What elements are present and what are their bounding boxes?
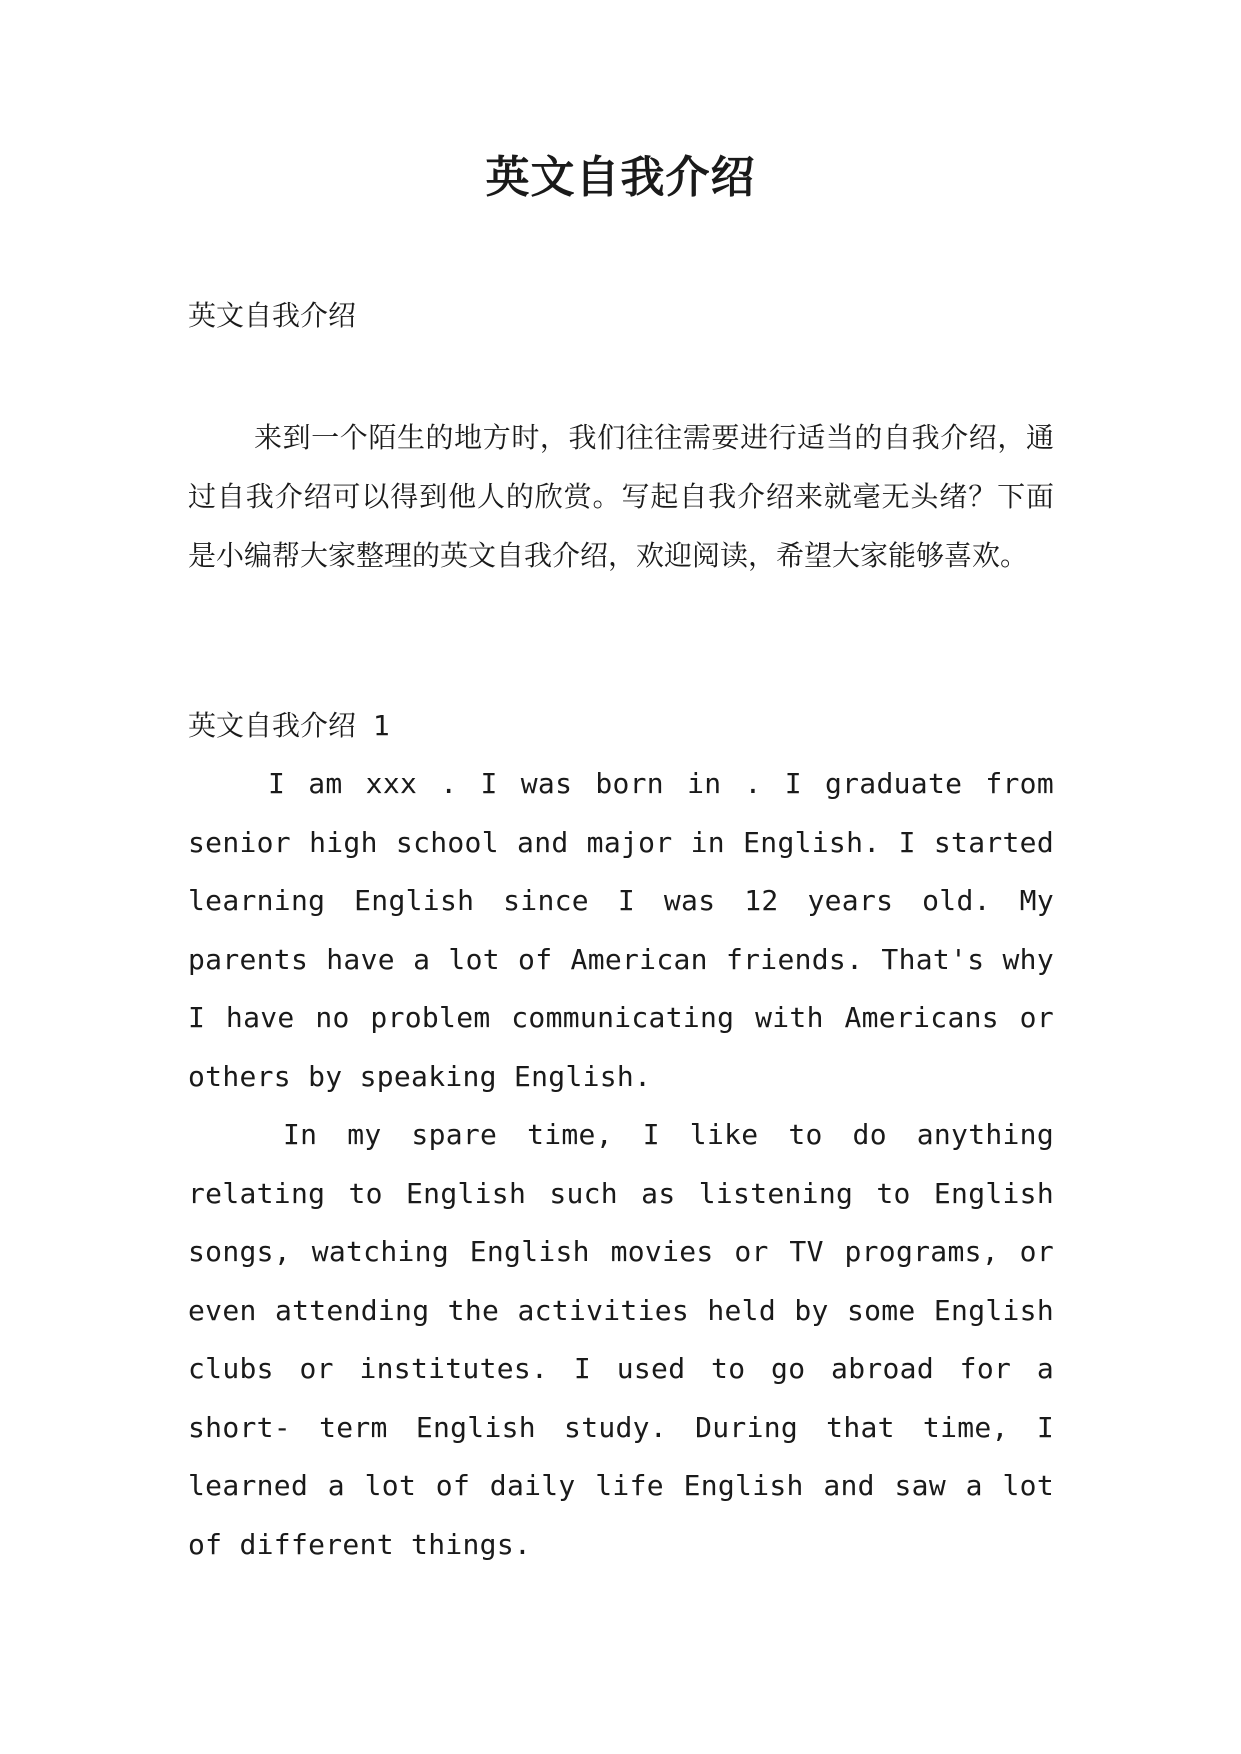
page-title: 英文自我介绍 [485, 152, 756, 203]
document-subtitle: 英文自我介绍 [188, 299, 357, 332]
intro-paragraph: 来到一个陌生的地方时，我们往往需要进行适当的自我介绍，通过自我介绍可以得到他人的欣赏。写起自我介绍来就毫无头绪？下面是小编帮大家整理的英文自我介绍，欢迎阅读，希望大家能够喜欢。 [188, 421, 1054, 572]
section-heading: 英文自我介绍 1 [188, 709, 390, 742]
body-paragraph-1: I am xxx . I was born in . I graduate from senior high school and major in English. I started learning English since I was 12 years old. My parents have a lot of American friends. That's why I have no problem communicating with Americans or others by speaking English. [188, 767, 1054, 1093]
body-paragraph-2: In my spare time, I like to do anything relating to English such as listening to English songs, watching English movies or TV programs, or even attending the activities held by some English clubs or institutes. I used to go abroad for a short- term English study. During that time, I learned a lot of daily life English and saw a lot of different things. [188, 1118, 1054, 1561]
